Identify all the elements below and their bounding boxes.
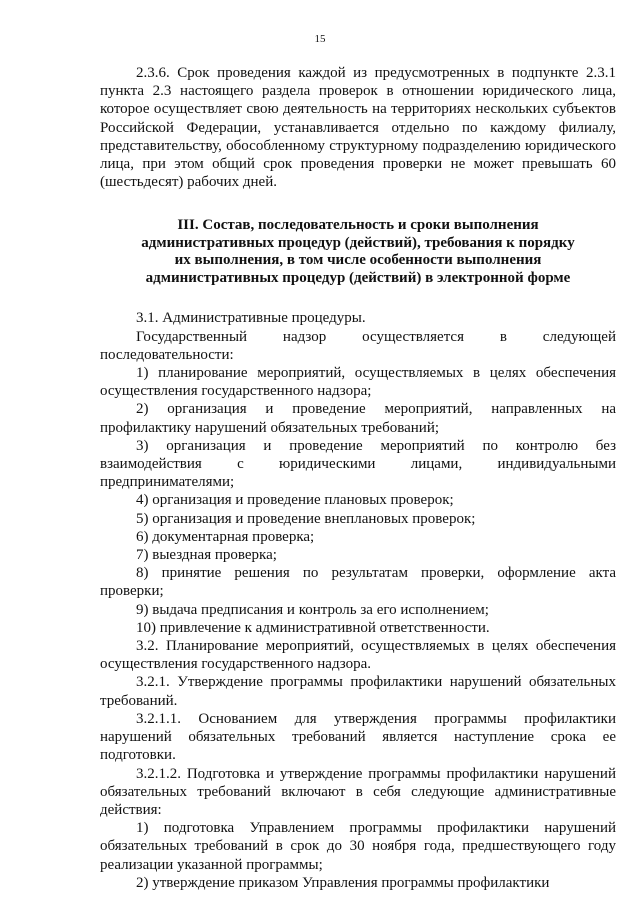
section-heading [100, 217, 616, 287]
paragraph-2-3-6: 2.3.6. Срок проведения каждой из предусмотренных в подпункте 2.3.1 пункта 2.3 настоящего раздела проверок в отношении юридического лица, которое осуществляет свою деятельность на территориях нескольких субъектов Российской Федерации, устанавливается отдельно по каждому филиалу, представительству, обособленному структурному подразделению юридического лица, при этом общий срок проведения проверки не может превышать 60 (шестьдесят) рабочих дней. [100, 65, 616, 191]
heading-line: административных процедур (действий) в электронной форме [145, 269, 571, 286]
list-item: 4) организация и проведение плановых проверок; [136, 492, 454, 509]
list-item: 1) планирование мероприятий, осуществляемых в целях обеспечения осуществления государственного надзора; [100, 365, 616, 400]
document-body [100, 64, 616, 892]
page-number: 15 [314, 33, 326, 45]
list-item: 2) организация и проведение мероприятий, направленных на профилактику нарушений обязательных требований; [100, 401, 616, 436]
heading-line: III. Состав, последовательность и сроки выполнения [177, 217, 539, 234]
list-item: 5) организация и проведение внеплановых проверок; [136, 510, 476, 527]
paragraph: 3.2. Планирование мероприятий, осуществляемых в целях обеспечения осуществления государственного надзора. [100, 638, 616, 673]
list-item: 6) документарная проверка; [136, 528, 315, 545]
list-item: 2) утверждение приказом Управления программы профилактики [136, 874, 550, 891]
list-item: 1) подготовка Управлением программы профилактики нарушений обязательных требований в срок до 30 ноября года, предшествующего году реализации указанной программы; [100, 820, 616, 873]
paragraph: 3.2.1.1. Основанием для утверждения программы профилактики нарушений обязательных требований является наступление срока ее подготовки. [100, 710, 616, 764]
paragraph: 3.2.1. Утверждение программы профилактики нарушений обязательных требований. [100, 674, 616, 709]
heading-line: административных процедур (действий), требования к порядку [141, 234, 575, 251]
list-item: 10) привлечение к административной ответственности. [136, 619, 490, 636]
list-item: 7) выездная проверка; [136, 547, 277, 564]
list-item: 9) выдача предписания и контроль за его исполнением; [136, 601, 489, 618]
paragraph: 3.1. Административные процедуры. [136, 310, 366, 327]
heading-line: их выполнения, в том числе особенности выполнения [174, 252, 542, 269]
paragraph: Государственный надзор осуществляется в следующей последовательности: [100, 328, 616, 363]
list-item: 3) организация и проведение мероприятий по контролю без взаимодействия с юридическими лицами, индивидуальными предпринимателями; [100, 437, 616, 491]
list-item: 8) принятие решения по результатам проверки, оформление акта проверки; [100, 565, 616, 600]
paragraph: 3.2.1.2. Подготовка и утверждение программы профилактики нарушений обязательных требований включают в себя следующие административные действия: [100, 765, 616, 818]
